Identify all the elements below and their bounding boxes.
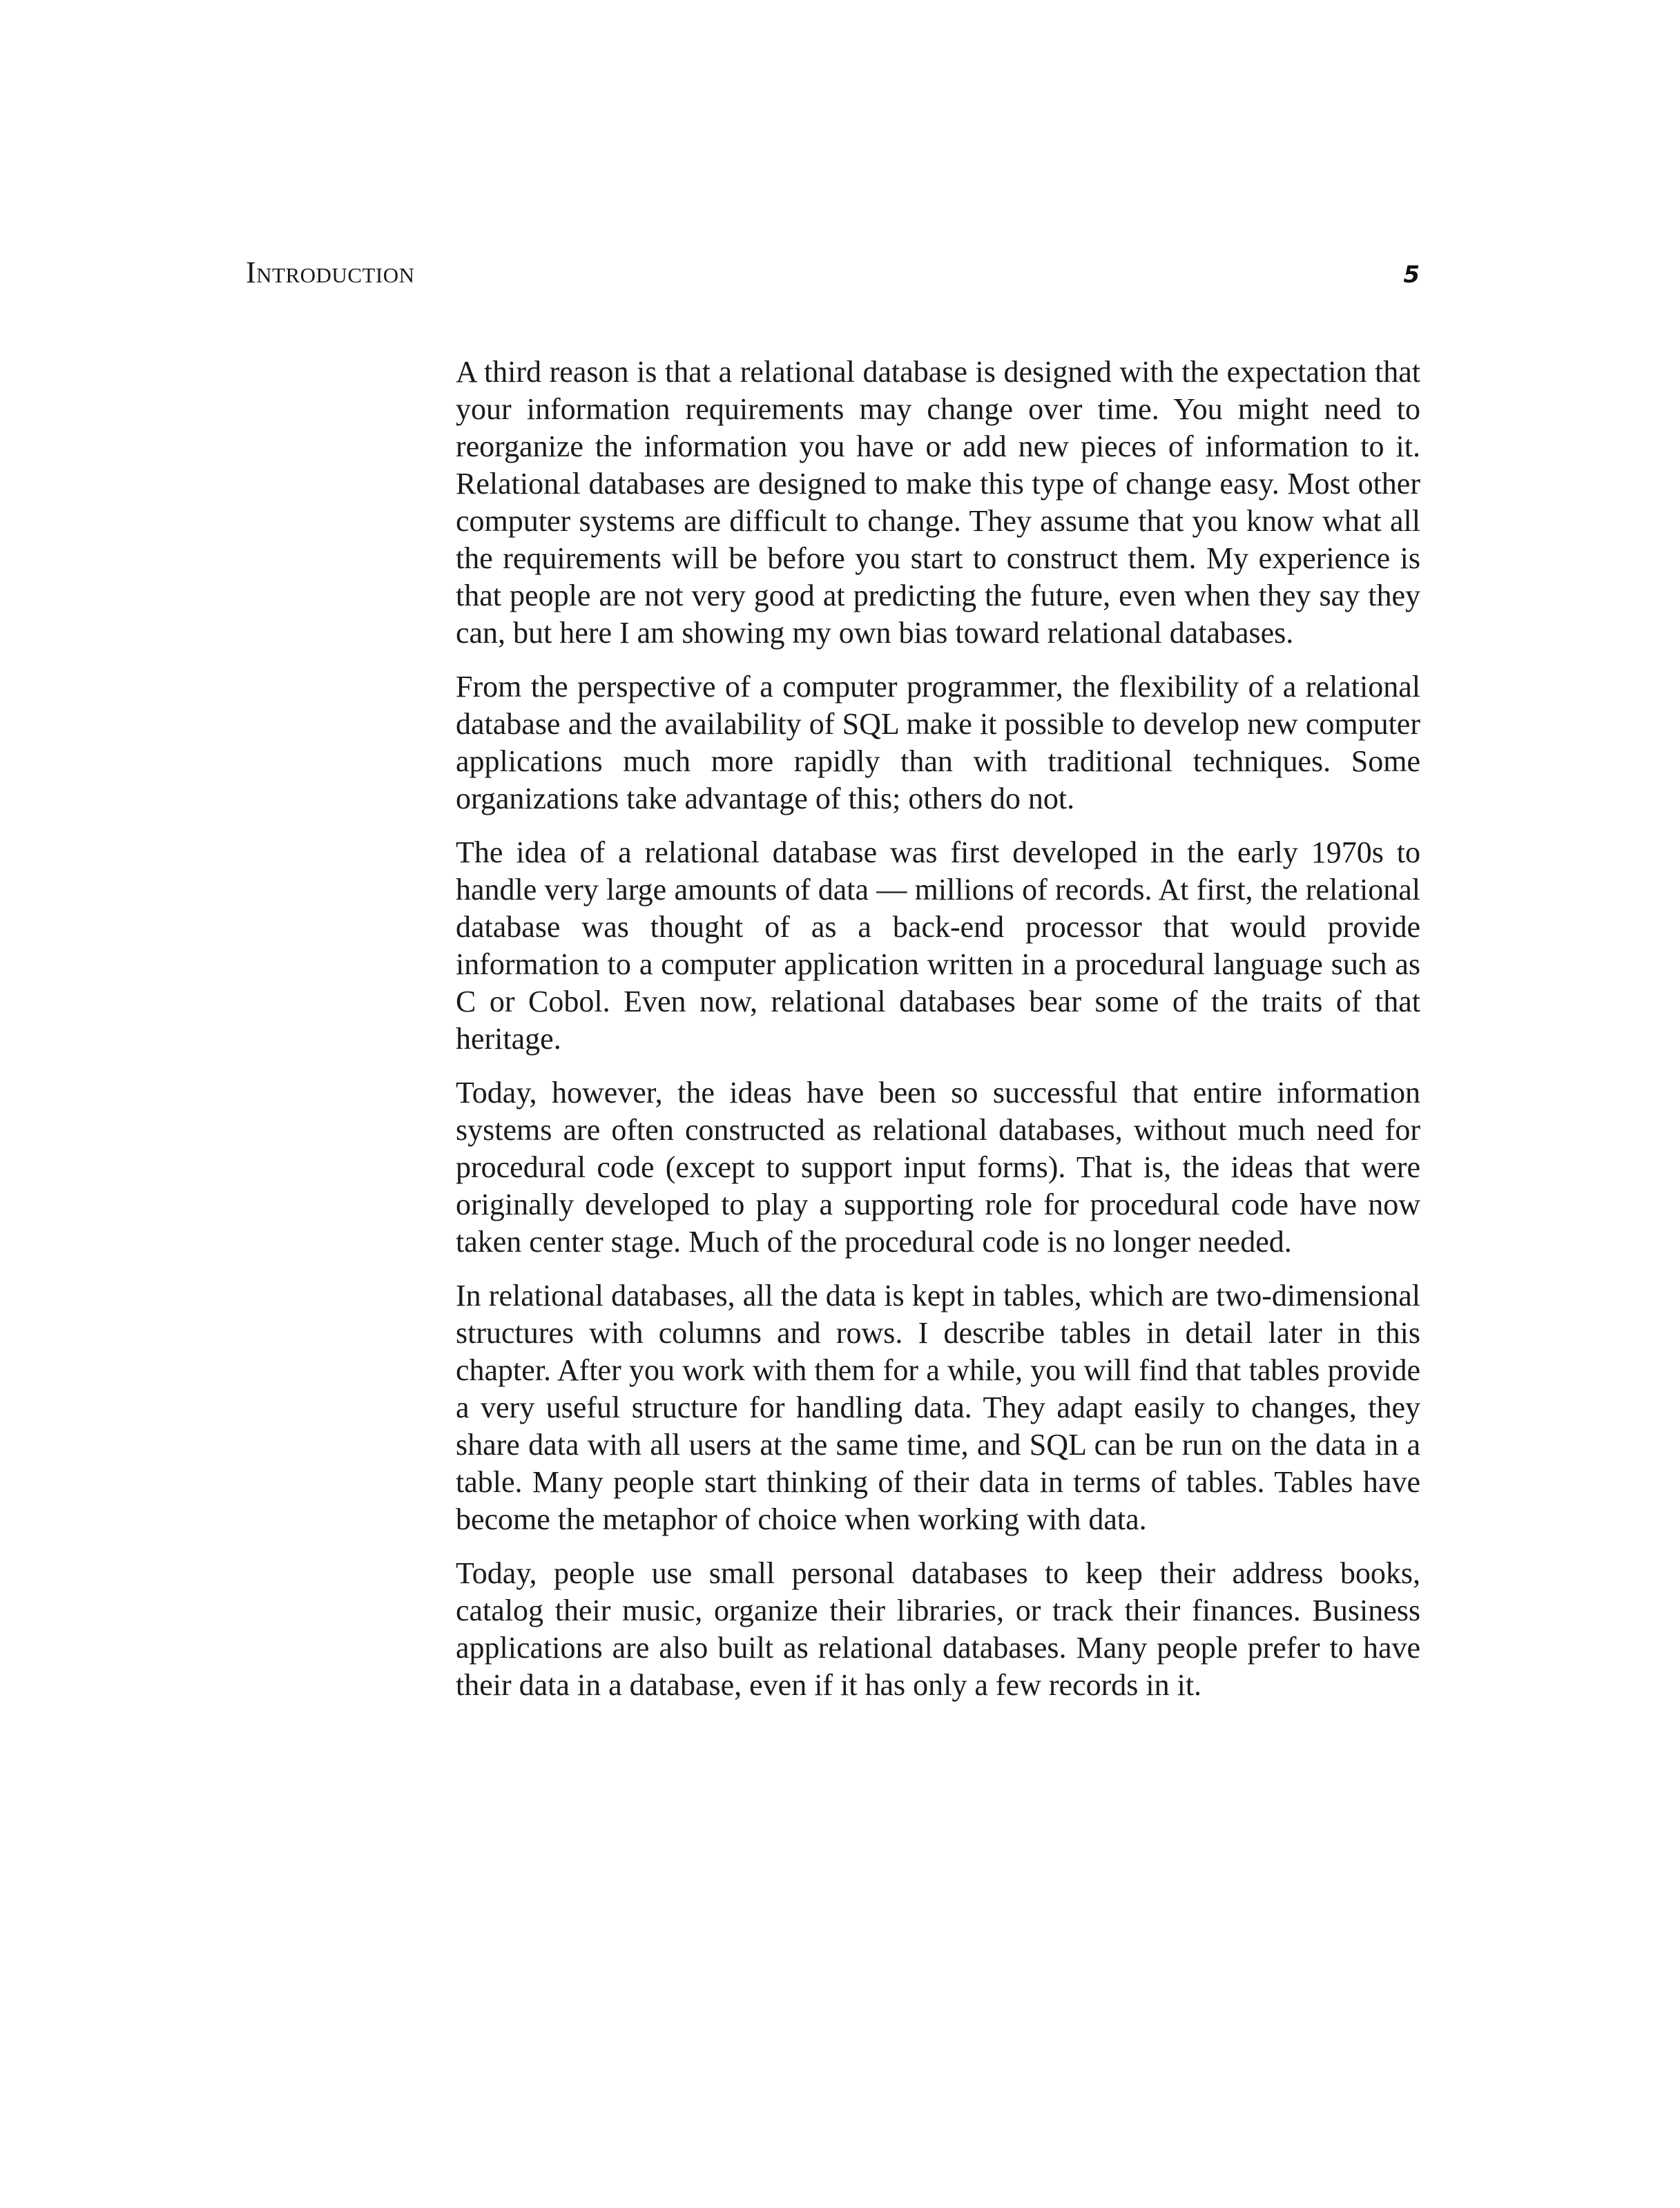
paragraph-4: Today, however, the ideas have been so successful that entire information systems are often constructed as relational databases, without much need for procedural code (except to support input forms). That is, the ideas that were originally developed to play a supporting role for procedural code have now taken center stage. Much of the procedural code is no longer needed.: [456, 1076, 1420, 1259]
running-head: [246, 252, 1420, 293]
paragraph-6: Today, people use small personal databases to keep their address books, catalog their music, organize their libraries, or track their finances. Business applications are also built as relational databases. Many people prefer to have their data in a database, even if it has only a few records in it.: [456, 1556, 1420, 1702]
page-number: 5: [1403, 261, 1420, 289]
body-text: [456, 354, 1420, 1721]
paragraph-5: In relational databases, all the data is kept in tables, which are two-dimensional structures with columns and rows. I describe tables in detail later in this chapter. After you work with them for a while, you will find that tables provide a very useful structure for handling data. They adapt easily to changes, they share data with all users at the same time, and SQL can be run on the data in a table. Many people start thinking of their data in terms of tables. Tables have become the metaphor of choice when working with data.: [456, 1279, 1420, 1536]
paragraph-1: A third reason is that a relational database is designed with the expectation that your information requirements may change over time. You might need to reorganize the information you have or add new pieces of information to it. Relational databases are designed to make this type of change easy. Most other computer systems are difficult to change. They assume that you know what all the requirements will be before you start to construct them. My experience is that people are not very good at predicting the future, even when they say they can, but here I am showing my own bias toward relational databases.: [456, 355, 1420, 650]
section-title: Introduction: [246, 255, 415, 289]
paragraph-2: From the perspective of a computer programmer, the flexibility of a relational database and the availability of SQL make it possible to develop new computer applications much more rapidly than with traditional techniques. Some organizations take advantage of this; others do not.: [456, 670, 1420, 815]
paragraph-3: The idea of a relational database was first developed in the early 1970s to handle very large amounts of data — millions of records. At first, the relational database was thought of as a back-end processor that would provide information to a computer application written in a procedural language such as C or Cobol. Even now, relational databases bear some of the traits of that heritage.: [456, 835, 1420, 1056]
